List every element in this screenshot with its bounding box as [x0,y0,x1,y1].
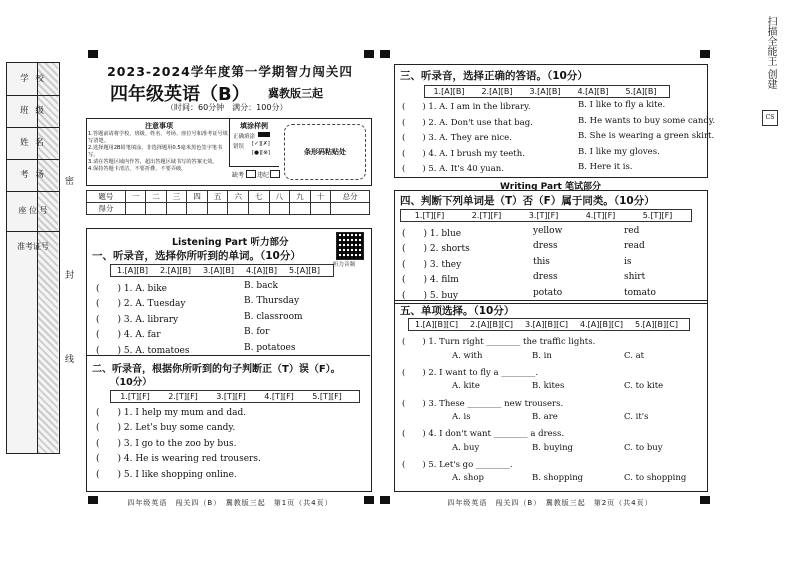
listening-heading: Listening Part 听力部分 [172,237,289,248]
s1-item-3-option-b: B. classroom [244,312,303,322]
corner-mark [700,496,710,504]
s1-item-2: ( ) 2. A. Tuesday [96,299,186,309]
barcode-area: 条形码粘贴处 [284,124,366,180]
section5-title: 五、单项选择。（10分） [400,305,515,317]
binding-field-seat: 座 位 号 [7,191,59,232]
s5-item-3-option-c: C. it's [624,412,649,422]
s2-item-3: ( ) 3. I go to the zoo by bus. [96,439,237,449]
s5-item-2-option-b: B. kites [532,381,565,391]
s1-item-5: ( ) 5. A. tomatoes [96,346,190,356]
s5-item-3-option-b: B. are [532,412,558,422]
page2-footer: 四年级英语 闯关四（B） 冀教版三起 第2页（共4页） [447,499,653,507]
s5-item-3: ( ) 3. These ________ new trousers. [402,399,564,409]
s2-item-2: ( ) 2. Let's buy some candy. [96,423,236,433]
violation-label: 违纪 [257,172,270,179]
s5-item-1-option-a: A. with [452,351,483,361]
s4-item-5-word-3: tomato [624,288,656,298]
notice-text: 1.答题前请将学校、班级、姓名、考场、座位号和准考证号填写清楚。 2.选择题用2B铅笔填涂，非选择题用0.5毫米黑色签字笔书写。 3.请在答题区域内作答，超出答题区域书写的答案无效。 4.保持答题卡清洁，不要折叠、不要弄破。 [88,131,228,172]
exam-time-info: （时间：60分钟 满分：100分） [166,103,288,112]
scanner-logo: CS [762,110,778,126]
notice-title: 注意事项 [145,122,173,130]
s4-item-1: ( ) 1. blue [402,229,462,239]
s4-item-2-word-3: read [624,241,645,251]
s1-item-4-option-b: B. for [244,327,270,337]
section2-answer-row[interactable]: 1.[T][F] 2.[T][F] 3.[T][F] 4.[T][F] 5.[T][F] [110,390,360,403]
s3-item-5: ( ) 5. A. It's 40 yuan. [402,164,504,174]
s1-item-3: ( ) 3. A. library [96,315,179,325]
scanner-watermark: 扫描全能王 创建 [765,16,776,90]
s4-item-3: ( ) 3. they [402,260,462,270]
corner-mark [380,496,390,504]
s1-item-4: ( ) 4. A. far [96,330,161,340]
fill-wrong-label: 错误 [233,144,245,150]
s4-item-4: ( ) 4. film [402,275,459,285]
corner-mark [364,50,374,58]
qr-label: 听力音频 [333,262,356,268]
section5-answer-row[interactable]: 1.[A][B][C] 2.[A][B][C] 3.[A][B][C] 4.[A][B][C] 5.[A][B][C] [408,318,690,331]
qr-code[interactable] [336,232,364,260]
corner-mark [88,496,98,504]
writing-heading: Writing Part 笔试部分 [500,182,601,192]
score-header-row: 题号 一 二 三 四 五 六 七 八 九 十 总分 [87,191,370,203]
s4-item-3-word-2: this [533,257,550,267]
section4-title: 四、判断下列单词是（T）否（F）属于同类。（10分） [400,195,655,207]
s1-item-1: ( ) 1. A. bike [96,284,167,294]
s3-item-5-option-b: B. Here it is. [578,162,633,172]
s5-item-1: ( ) 1. Turn right ________ the traffic lights. [402,337,596,347]
s5-item-2-option-c: C. to kite [624,381,664,391]
binding-field-class: 班 级 [7,95,59,128]
s4-item-2-word-2: dress [533,241,558,251]
fill-wrong-sample: [✓][✗] [252,141,270,147]
s3-item-2: ( ) 2. A. Don't use that bag. [402,118,533,128]
s1-item-5-option-b: B. potatoes [244,343,296,353]
s3-item-2-option-b: B. He wants to buy some candy. [578,116,716,126]
section1-title: 一、听录音，选择你所听到的单词。（10分） [92,250,301,262]
section4-answer-row[interactable]: 1.[T][F] 2.[T][F] 3.[T][F] 4.[T][F] 5.[T][F] [400,209,692,222]
s5-item-1-option-b: B. in [532,351,552,361]
s3-item-4: ( ) 4. A. I brush my teeth. [402,149,525,159]
s3-item-4-option-b: B. I like my gloves. [578,147,660,157]
s5-item-4-option-c: C. to buy [624,443,663,453]
s5-item-2-option-a: A. kite [452,381,480,391]
s5-item-4: ( ) 4. I don't want ________ a dress. [402,429,565,439]
fill-wrong-sample: [●][⊗] [252,150,270,156]
section2-score: （10分） [110,377,152,388]
fill-sample-title: 填涂样例 [240,122,268,130]
side-word-close: 封 [65,271,75,281]
s5-item-5-option-c: C. to shopping [624,473,687,483]
absent-label: 缺考 [232,172,245,179]
corner-mark [380,50,390,58]
s4-item-4-word-3: shirt [624,272,646,282]
s5-item-3-option-a: A. is [452,412,471,422]
exam-subject: 四年级英语（B） [110,84,250,105]
s5-item-4-option-a: A. buy [452,443,480,453]
exam-edition: 冀教版三起 [268,87,323,100]
s3-item-1-option-b: B. I like to fly a kite. [578,100,666,110]
score-table [86,190,370,215]
exam-title: 2023-2024学年度第一学期智力闯关四 [107,64,353,79]
corner-mark [88,50,98,58]
s5-item-4-option-b: B. buying [532,443,574,453]
s3-item-1: ( ) 1. A. I am in the library. [402,102,531,112]
s4-item-4-word-2: dress [533,272,558,282]
binding-field-school: 学 校 [7,63,59,96]
binding-field-exam-id: 准考证号 [17,242,49,251]
section3-answer-row[interactable]: 1.[A][B] 2.[A][B] 3.[A][B] 4.[A][B] 5.[A][B] [424,85,670,98]
fill-correct-label: 正确填涂 [233,134,256,140]
s4-item-2: ( ) 2. shorts [402,244,470,254]
s4-item-5: ( ) 5. buy [402,291,458,301]
binding-field-name: 姓 名 [7,127,59,160]
page1-footer: 四年级英语 闯关四（B） 冀教版三起 第1页（共4页） [127,499,333,507]
s4-item-5-word-2: potato [533,288,563,298]
section2-title: 二、听录音，根据你所听到的句子判断正（T）误（F）。 [92,364,341,375]
s2-item-4: ( ) 4. He is wearing red trousers. [96,454,261,464]
fill-correct-sample [258,132,270,137]
s5-item-2: ( ) 2. I want to fly a ________. [402,368,539,378]
s3-item-3: ( ) 3. A. They are nice. [402,133,512,143]
s5-item-5-option-b: B. shopping [532,473,584,483]
binding-strip [6,62,60,454]
s1-item-2-option-b: B. Thursday [244,296,300,306]
corner-mark [364,496,374,504]
s4-item-1-word-2: yellow [533,226,563,236]
s3-item-3-option-b: B. She is wearing a green skirt. [578,131,715,141]
corner-mark [700,50,710,58]
s2-item-5: ( ) 5. I like shopping online. [96,470,237,480]
side-word-seal: 密 [65,177,75,187]
s2-item-1: ( ) 1. I help my mum and dad. [96,408,247,418]
absent-checkbox[interactable] [246,170,256,178]
s5-item-1-option-c: C. at [624,351,645,361]
s5-item-5-option-a: A. shop [452,473,484,483]
violation-checkbox[interactable] [270,170,280,178]
side-word-line: 线 [65,355,75,365]
section3-title: 三、听录音，选择正确的答语。（10分） [400,70,588,82]
binding-field-room: 考 场 [7,159,59,192]
score-value-row: 得分 [87,203,370,215]
s4-item-3-word-3: is [624,257,632,267]
section1-answer-row[interactable]: 1.[A][B] 2.[A][B] 3.[A][B] 4.[A][B] 5.[A][B] [110,264,334,277]
s1-item-1-option-b: B. back [244,281,278,291]
s4-item-1-word-3: red [624,226,640,236]
s5-item-5: ( ) 5. Let's go ________. [402,460,513,470]
